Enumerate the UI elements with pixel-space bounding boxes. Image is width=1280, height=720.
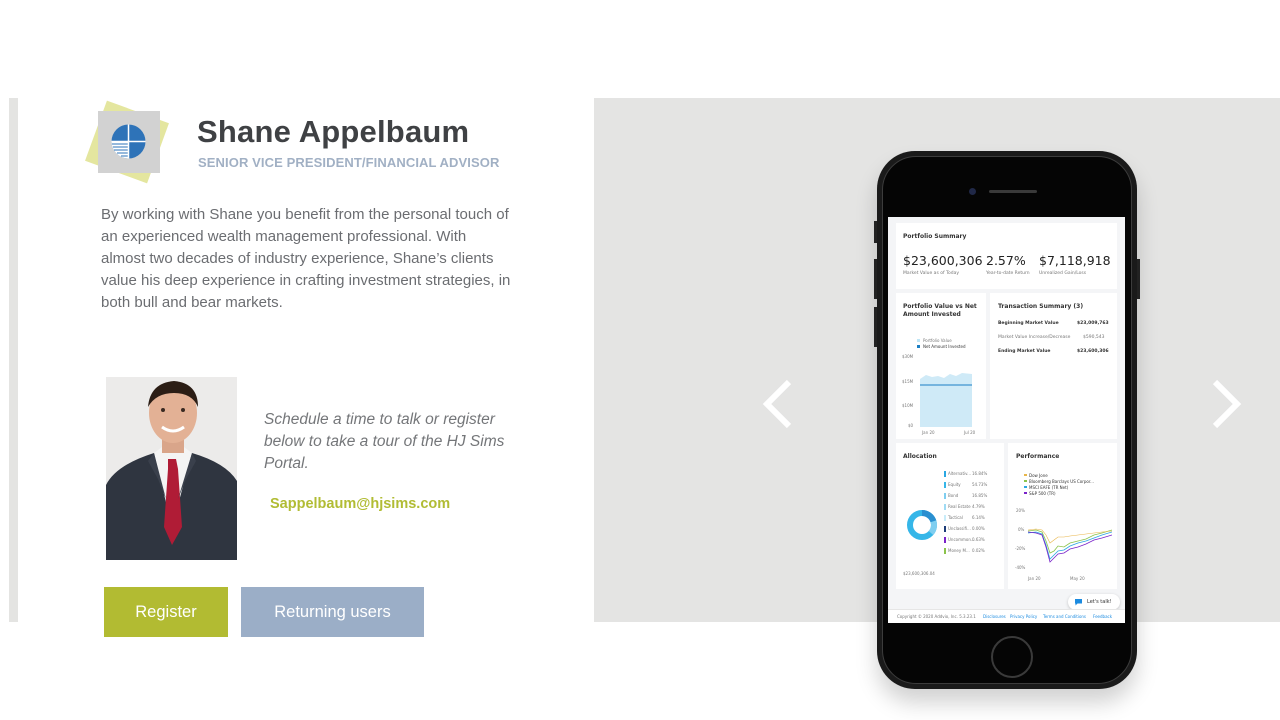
y-tick-label: 0%: [1018, 527, 1025, 532]
unrealized-gain-amount: $7,118,918: [1039, 253, 1111, 268]
performance-title: Performance: [1016, 453, 1060, 460]
phone-home-button: [991, 636, 1033, 678]
x-tick-label: Jan 20: [1028, 576, 1041, 581]
performance-legend-swatch: [1024, 474, 1027, 476]
allocation-legend-value: 0.02%: [972, 548, 985, 553]
y-tick-label: -20%: [1015, 546, 1026, 551]
logo-front-square: [98, 111, 160, 173]
performance-legend-swatch: [1024, 486, 1027, 488]
portfolio-value-card: [896, 293, 986, 439]
portal-screen: [888, 217, 1125, 623]
allocation-legend-swatch: [944, 471, 946, 477]
email-link[interactable]: Sappelbaum@hjsims.com: [270, 496, 451, 512]
performance-legend-swatch: [1024, 480, 1027, 482]
y-tick-label: $10M: [902, 403, 914, 408]
transaction-row-value: $590,543: [1083, 335, 1105, 340]
advisor-photo: [106, 377, 237, 560]
transaction-row-label: Beginning Market Value: [998, 321, 1059, 326]
allocation-legend-label: Uncommon...: [948, 537, 975, 542]
allocation-legend-value: 16.85%: [972, 493, 988, 498]
phone-side-button: [874, 307, 877, 347]
performance-card: [1008, 443, 1117, 589]
y-tick-label: -40%: [1015, 565, 1026, 570]
y-tick-label: $30M: [902, 354, 914, 359]
left-accent-bar: [9, 98, 18, 622]
legend-portfolio-value: Portfolio Value: [923, 338, 952, 343]
portfolio-summary-card: [896, 223, 1117, 289]
allocation-legend-swatch: [944, 515, 946, 521]
allocation-card: [896, 443, 1004, 589]
portfolio-summary-title: Portfolio Summary: [903, 233, 967, 240]
allocation-legend-swatch: [944, 493, 946, 499]
advisor-title: SENIOR VICE PRESIDENT/FINANCIAL ADVISOR: [198, 155, 500, 170]
market-value-label: Market Value as of Today: [903, 271, 960, 276]
allocation-legend-value: 4.79%: [972, 504, 985, 509]
register-button[interactable]: Register: [104, 587, 228, 637]
phone-speaker: [989, 190, 1037, 193]
pie-chart-logo-icon: [110, 123, 147, 160]
performance-legend-label: Bloomberg Barclays US Corpor...: [1029, 479, 1094, 484]
company-logo: [88, 100, 172, 186]
chevron-right-icon[interactable]: [1210, 370, 1246, 438]
portfolio-value-area-chart: [920, 371, 972, 427]
allocation-legend-label: Equity: [948, 482, 961, 487]
allocation-legend-swatch: [944, 482, 946, 488]
value-chart-title-line2: Amount Invested: [903, 311, 961, 318]
allocation-legend-swatch: [944, 548, 946, 554]
phone-camera: [969, 188, 976, 195]
allocation-legend-value: 0.63%: [972, 537, 985, 542]
footer-link-disclosures[interactable]: Disclosures: [983, 614, 1006, 619]
allocation-legend-swatch: [944, 526, 946, 532]
allocation-legend-label: Real Estate: [948, 504, 971, 509]
allocation-legend-swatch: [944, 504, 946, 510]
transaction-row-label: Ending Market Value: [998, 349, 1051, 354]
schedule-text: Schedule a time to talk or register below to take a tour of the HJ Sims Portal.: [264, 411, 505, 472]
footer-link-privacy[interactable]: Privacy Policy: [1010, 614, 1038, 619]
advisor-name: Shane Appelbaum: [197, 114, 470, 149]
performance-legend-label: Dow Jone: [1029, 473, 1048, 478]
market-value-amount: $23,600,306: [903, 253, 983, 268]
chat-button[interactable]: [1068, 594, 1120, 610]
allocation-legend-value: 54.73%: [972, 482, 988, 487]
allocation-legend-value: 6.14%: [972, 515, 985, 520]
advisor-bio: By working with Shane you benefit from the personal touch of an experienced wealth management professional. With almost two decades of industry experience, Shane’s clients value his deep experience in crafting investment strategies, in both bull and bear markets.: [101, 206, 511, 311]
allocation-legend-value: 0.00%: [972, 526, 985, 531]
legend-net-amount: Net Amount Invested: [923, 344, 966, 349]
allocation-legend-label: Unclassifi...: [948, 526, 971, 531]
y-tick-label: $15M: [902, 379, 914, 384]
footer-link-terms[interactable]: Terms and Conditions: [1043, 614, 1087, 619]
phone-side-button: [874, 259, 877, 299]
allocation-legend-value: 16.84%: [972, 471, 988, 476]
footer-link-feedback[interactable]: Feedback: [1093, 614, 1113, 619]
chat-icon: [1074, 598, 1083, 606]
x-tick-label: Jul 20: [964, 430, 976, 435]
transaction-row-label: Market Value Increase/Decrease: [998, 335, 1071, 340]
x-tick-label: May 20: [1070, 576, 1085, 581]
ytd-return-label: Year-to-date Return: [986, 271, 1030, 276]
allocation-legend-label: Alternativ...: [948, 471, 971, 476]
transaction-summary-card: [990, 293, 1117, 439]
allocation-legend-label: Bond: [948, 493, 959, 498]
legend-swatch: [917, 345, 920, 348]
portal-footer: [888, 609, 1125, 623]
allocation-title: Allocation: [903, 453, 937, 460]
allocation-total: $23,600,306.04: [903, 571, 935, 576]
legend-swatch: [917, 339, 920, 342]
phone-side-button: [874, 221, 877, 243]
portrait-illustration: [106, 377, 237, 560]
allocation-legend-label: Tactical: [948, 515, 963, 520]
chevron-left-icon[interactable]: [758, 370, 794, 438]
performance-line-chart: [1028, 513, 1112, 571]
x-tick-label: Jan 20: [922, 430, 935, 435]
y-tick-label: $0: [908, 423, 914, 428]
performance-legend-label: MSCI EAFE (TR Net): [1029, 485, 1069, 490]
allocation-legend-label: Money M...: [948, 548, 970, 553]
transaction-summary-title: Transaction Summary (3): [998, 303, 1084, 310]
performance-legend-label: S&P 500 (TR): [1029, 491, 1056, 496]
transaction-row-value: $23,009,763: [1077, 321, 1109, 326]
phone-side-button: [1137, 259, 1140, 299]
value-chart-title: Portfolio Value vs Net: [903, 303, 977, 310]
chat-label: Let's talk!: [1087, 599, 1112, 605]
ytd-return-amount: 2.57%: [986, 253, 1026, 268]
returning-users-button[interactable]: Returning users: [241, 587, 424, 637]
y-tick-label: 20%: [1016, 508, 1025, 513]
footer-copyright: Copyright © 2020 Addvio, Inc. 5.3.23.1: [897, 614, 976, 619]
allocation-legend-swatch: [944, 537, 946, 543]
allocation-donut-chart: [906, 509, 938, 541]
performance-legend-swatch: [1024, 492, 1027, 494]
unrealized-gain-label: Unrealized Gain/Loss: [1039, 271, 1087, 276]
transaction-row-value: $23,600,306: [1077, 349, 1109, 354]
